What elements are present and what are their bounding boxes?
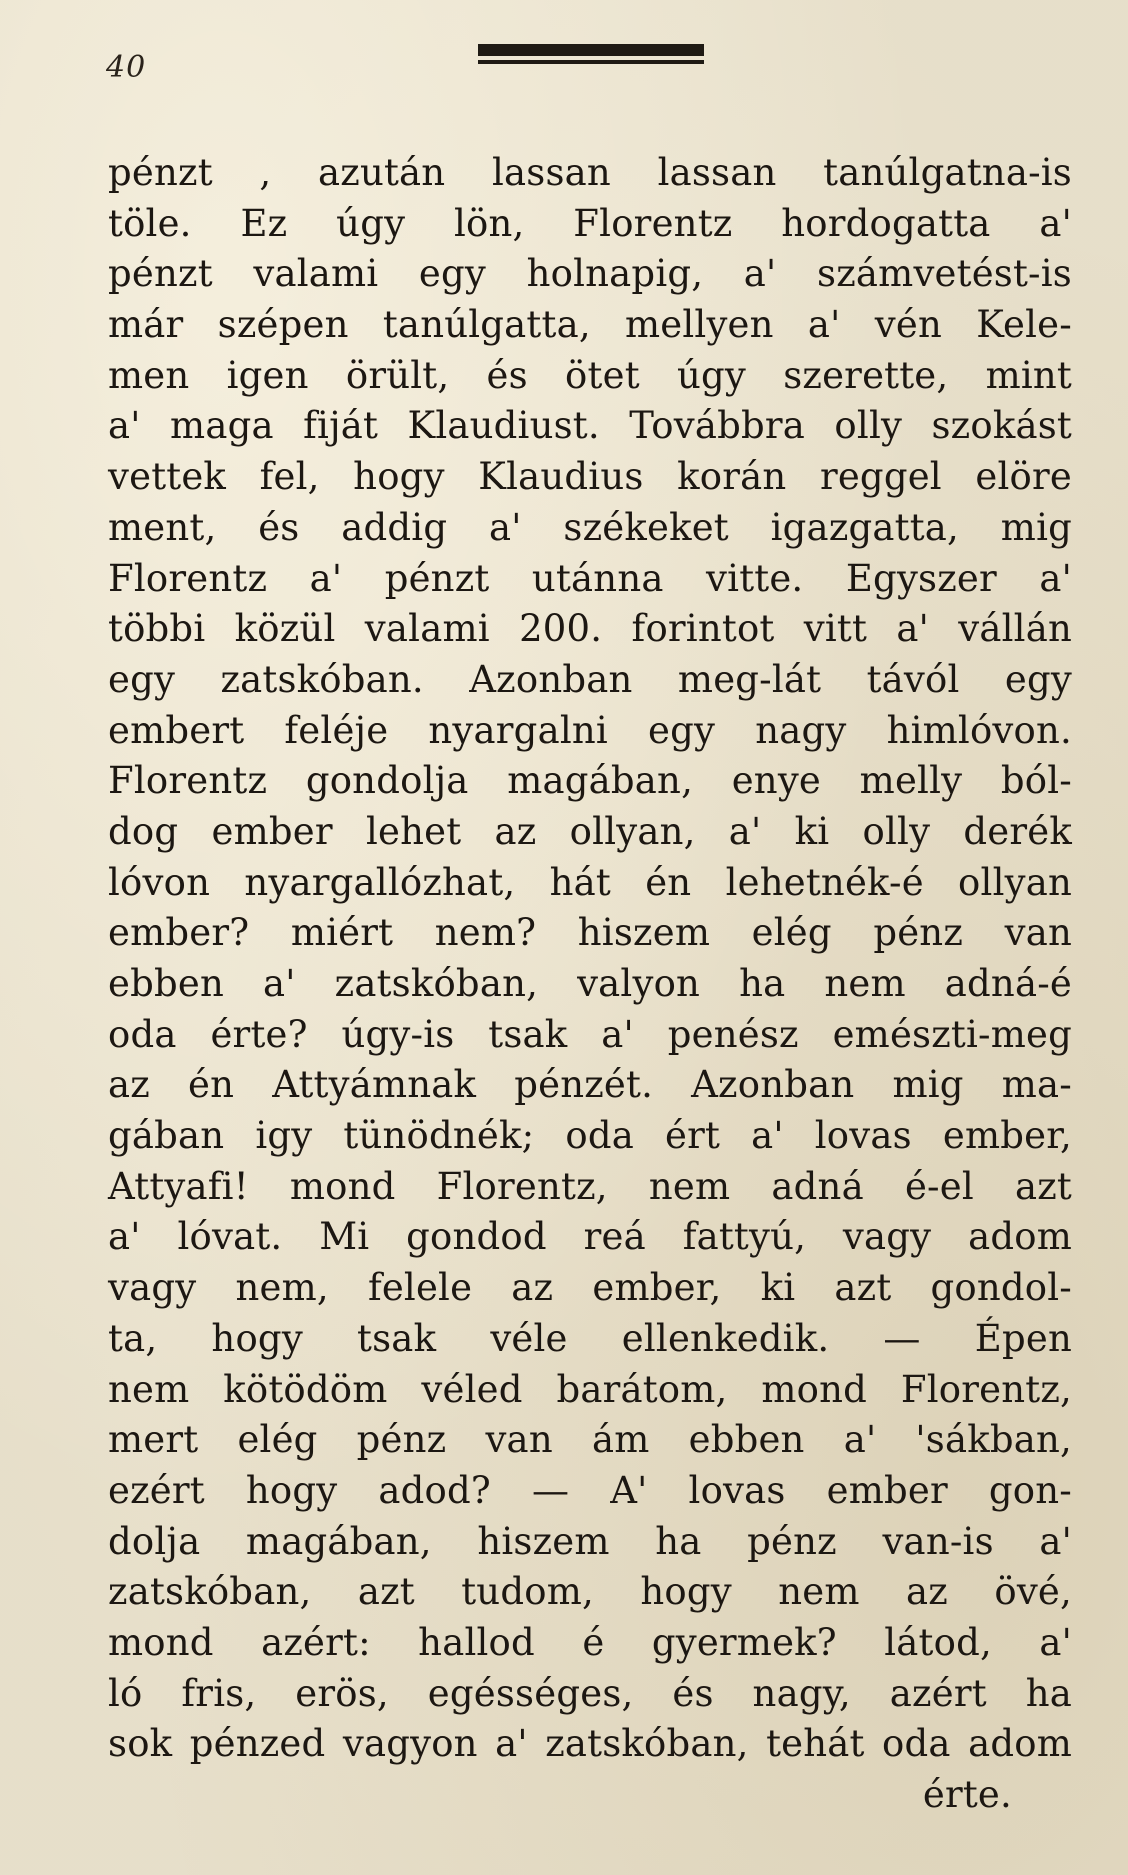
text-line: a' lóvat. Mi gondod reá fattyú, vagy adom: [108, 1215, 1072, 1259]
text-line: ember? miért nem? hiszem elég pénz van: [108, 911, 1072, 955]
text-line: töle. Ez úgy lön, Florentz hordogatta a': [108, 201, 1072, 245]
text-line: dog ember lehet az ollyan, a' ki olly derék: [108, 809, 1072, 853]
text-line: oda érte? úgy-is tsak a' penész emészti-meg: [108, 1012, 1072, 1056]
text-line: Florentz gondolja magában, enye melly ból-: [108, 759, 1072, 803]
text-line: dolja magában, hiszem ha pénz van-is a': [108, 1519, 1072, 1563]
header-rule-thick: [478, 44, 704, 56]
text-line: Florentz a' pénzt utánna vitte. Egyszer a': [108, 556, 1072, 600]
text-line: nem kötödöm véled barátom, mond Florentz,: [108, 1367, 1072, 1411]
header-rule-thin: [478, 60, 704, 64]
text-line: pénzt , azután lassan lassan tanúlgatna-is: [108, 151, 1072, 194]
text-line: pénzt valami egy holnapig, a' számvetést-is: [108, 252, 1072, 296]
text-line: ta, hogy tsak véle ellenkedik. — Épen: [108, 1316, 1072, 1360]
text-line: zatskóban, azt tudom, hogy nem az övé,: [108, 1570, 1072, 1614]
text-line: már szépen tanúlgatta, mellyen a' vén Kele-: [108, 303, 1072, 347]
page-number: 40: [106, 50, 147, 85]
text-line: sok pénzed vagyon a' zatskóban, tehát oda adom: [108, 1722, 1072, 1766]
text-line: egy zatskóban. Azonban meg-lát távól egy: [108, 657, 1072, 701]
text-line: Attyafi! mond Florentz, nem adná é-el azt: [108, 1164, 1072, 1208]
text-line: többi közül valami 200. forintot vitt a' vállán: [108, 607, 1072, 651]
text-line: gában igy tünödnék; oda ért a' lovas ember,: [108, 1114, 1072, 1158]
text-line: ment, és addig a' székeket igazgatta, mig: [108, 505, 1072, 549]
text-line: mert elég pénz van ám ebben a' 'sákban,: [108, 1418, 1072, 1462]
text-line: men igen örült, és ötet úgy szerette, mint: [108, 353, 1072, 397]
text-line: embert feléje nyargalni egy nagy himlóvon.: [108, 708, 1072, 752]
text-line: ezért hogy adod? — A' lovas ember gon-: [108, 1468, 1072, 1512]
text-line: lóvon nyargallózhat, hát én lehetnék-é ollyan: [108, 860, 1072, 904]
text-line: vettek fel, hogy Klaudius korán reggel elöre: [108, 455, 1072, 499]
body-text: [108, 148, 1072, 1821]
text-line: az én Attyámnak pénzét. Azonban mig ma-: [108, 1063, 1072, 1107]
text-line: vagy nem, felele az ember, ki azt gondol-: [108, 1266, 1072, 1310]
header-ornament-rule: [478, 44, 704, 66]
text-line: mond azért: hallod é gyermek? látod, a': [108, 1620, 1072, 1664]
text-line: a' maga fiját Klaudiust. Továbbra olly szokást: [108, 404, 1072, 448]
text-line: ebben a' zatskóban, valyon ha nem adná-é: [108, 962, 1072, 1005]
text-line: ló fris, erös, egésséges, és nagy, azért ha: [108, 1671, 1072, 1715]
text-line: érte.: [922, 1773, 1012, 1816]
